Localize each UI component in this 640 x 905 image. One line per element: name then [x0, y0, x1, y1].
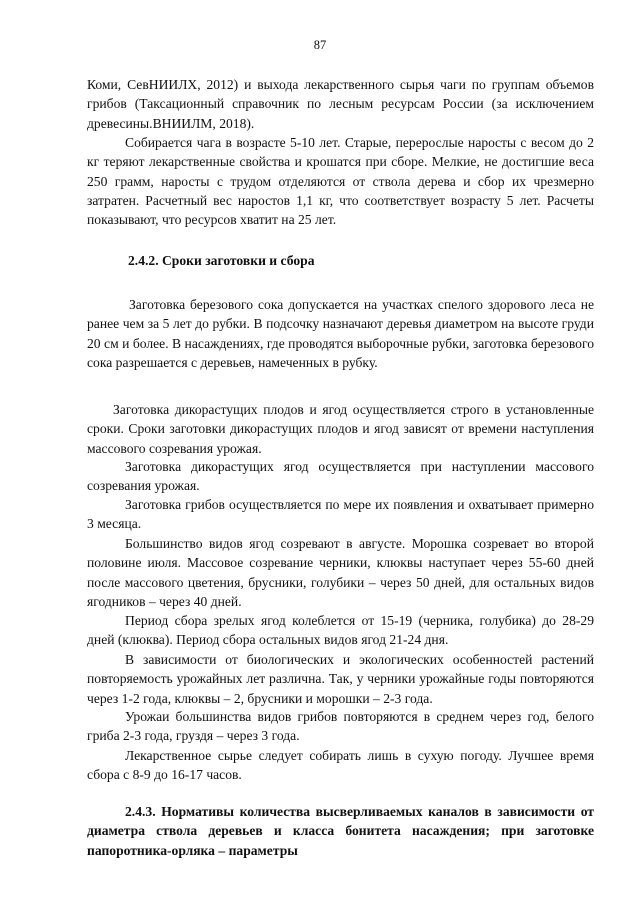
paragraph-wild-berries: Заготовка дикорастущих ягод осуществляется при наступлении массового созревания урожая.: [87, 459, 594, 494]
paragraph-mushroom-yield: Урожаи большинства видов грибов повторяются в среднем через год, белого гриба 2-3 года, груздя – через 3 года.: [87, 709, 594, 744]
paragraph-chaga-collection: Собирается чага в возрасте 5-10 лет. Старые, перерослые нароcты с весом до 2 кг теряют лекарственные свойства и крошатся при сборе. Мелкие, не достигшие веса 250 грамм, наросты с трудом отделяются от ствола дерева и сбор их чрезмерно затратен. Расчетный вес наростов 1,1 кг, что соответствует возрасту 5 лет. Расчеты показывают, что ресурсов хватит на 25 лет.: [87, 135, 594, 228]
paragraph-harvest-period: Период сбора зрелых ягод колеблется от 15-19 (черника, голубика) до 28-29 дней (клюква). Период сбора остальных видов ягод 21-24 дня.: [87, 613, 594, 648]
section-heading-2-4-2: 2.4.2. Сроки заготовки и сбора: [128, 253, 315, 268]
paragraph-mushrooms: Заготовка грибов осуществляется по мере их появления и охватывает примерно 3 месяца.: [87, 497, 594, 532]
paragraph-berry-ripening: Большинство видов ягод созревают в августе. Морошка созревает во второй половине июля. Массовое созревание черники, клюквы наступает через 55-60 дней после массового цветения, брусники, голубики – через 50 дней, для остальных видов ягодников – через 40 дней.: [87, 536, 594, 609]
paragraph-yield-frequency: В зависимости от биологических и экологических особенностей растений повторяемость урожайных лет различна. Так, у черники урожайные годы повторяются через 1-2 года, клюквы – 2, брусники и морошки – 2-3 года.: [87, 652, 594, 706]
paragraph-birch-sap: Заготовка березового сока допускается на участках спелого здорового леса не ранее чем за 5 лет до рубки. В подсочку назначают деревья диаметром на высоте груди 20 см и более. В насаждениях, где проводятся выборочные рубки, заготовка березового сока разрешается с деревьев, намеченных в рубку.: [87, 297, 594, 370]
section-heading-2-4-3: 2.4.3. Нормативы количества высверливаемых каналов в зависимости от диаметра ствола деревьев и класса бонитета насаждения; при заготовке папоротника-орляка – параметры: [87, 804, 594, 858]
page-number: 87: [313, 38, 327, 52]
paragraph-wild-fruits: Заготовка дикорастущих плодов и ягод осуществляется строго в установленные сроки. Сроки заготовки дикорастущих плодов и ягод зависят от времени наступления массового созревания урожая.: [87, 402, 594, 456]
paragraph-chaga-sources: Коми, СевНИИЛХ, 2012) и выхода лекарственного сырья чаги по группам объемов грибов (Таксационный справочник по лесным ресурсам России (за исключением древесины.ВНИИЛМ, 2018).: [87, 77, 594, 131]
paragraph-medicinal-raw: Лекарственное сырье следует собирать лишь в сухую погоду. Лучшее время сбора с 8-9 до 16-17 часов.: [87, 748, 594, 783]
